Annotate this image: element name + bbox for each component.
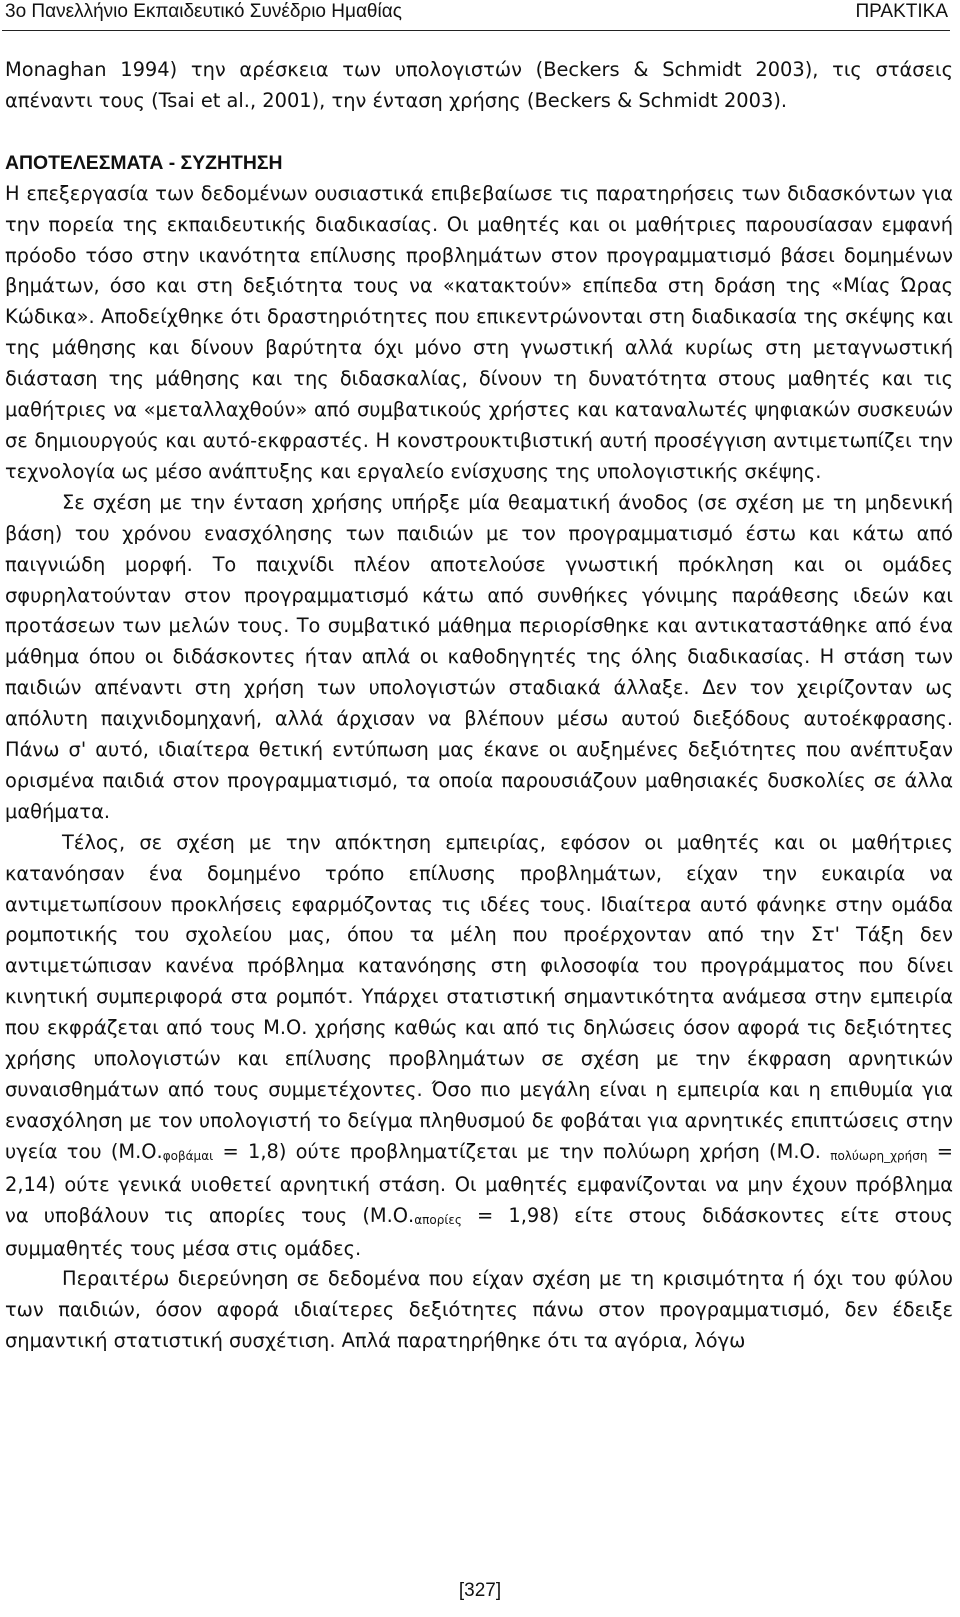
paragraph-gap bbox=[5, 117, 953, 148]
subscript-label: απορίες bbox=[414, 1212, 462, 1227]
article-body bbox=[5, 55, 953, 1357]
intro-paragraph: Monaghan 1994) την αρέσκεια των υπολογιστών (Beckers & Schmidt 2003), τις στάσεις απέναντι τους (Tsai et al., 2001), την ένταση χρήσης (Beckers & Schmidt 2003). bbox=[5, 58, 953, 112]
proceedings-label: ΠΡΑΚΤΙΚΑ bbox=[855, 1, 948, 22]
paragraph-gender: Περαιτέρω διερεύνηση σε δεδομένα που είχαν σχέση με τη κρισιμότητα ή όχι του φύλου των παιδιών, όσον αφορά ιδιαίτερες δεξιότητες πάνω στον προγραμματισμό, δεν έδειξε σημαντική στατιστική συσχέτιση. Απλά παρατηρήθηκε ότι τα αγόρια, λόγω bbox=[5, 1267, 953, 1353]
paragraph-text: = 2,14) ούτε γενικά υιοθετεί αρνητική στάση. Οι μαθητές εμφανίζονται να μην έχουν πρόβλημα να υποβάλουν τις απορίες τους (Μ.Ο. bbox=[5, 1139, 953, 1227]
paragraph-text: = 1,98) είτε στους διδάσκοντες είτε στους συμμαθητές τους μέσα στις ομάδες. bbox=[5, 1203, 953, 1260]
subscript-label: πολύωρη_χρήση bbox=[830, 1148, 928, 1163]
page-number: [327] bbox=[458, 1580, 502, 1601]
paragraph-text: Τέλος, σε σχέση με την απόκτηση εμπειρίας, εφόσον οι μαθητές και οι μαθήτριες κατανόησαν ένα δομημένο τρόπο επίλυσης προβλημάτων, είχαν την ευκαιρία να αντιμετωπίσουν προκλήσεις εφαρμόζοντας τις ιδέες τους. Ιδιαίτερα αυτό φάνηκε στην ομάδα ρομποτικής του σχολείου μας, όπου τα μέλη που προέρχονταν από την Στ' Τάξη δεν αντιμετώπισαν κανένα πρόβλημα κατανόησης στη φιλοσοφία του προγράμματος που δίνει κινητική συμπεριφορά στα ρομπότ. Υπάρχει στατιστική σημαντικότητα ανάμεσα στην εμπειρία που εκφράζεται από τους Μ.Ο. χρήσης καθώς και από τις δηλώσεις όσον αφορά τις δεξιότητες χρήσης υπολογιστών και επίλυσης προβλημάτων σε σχέση με την έκφραση αρνητικών συναισθημάτων από τους συμμετέχοντες. Όσο πιο μεγάλη είναι η εμπειρία και η επιθυμία για ενασχόληση με τον υπολογιστή το δείγμα πληθυσμού δε φοβάται για αρνητικές επιπτώσεις στην υγεία του (Μ.Ο. bbox=[5, 830, 953, 1163]
header-rule bbox=[2, 30, 950, 31]
paragraph-text: = 1,8) ούτε προβληματίζεται με την πολύωρη χρήση (Μ.Ο. bbox=[213, 1139, 831, 1163]
section-heading: ΑΠΟΤΕΛΕΣΜΑΤΑ - ΣΥΖΗΤΗΣΗ bbox=[5, 151, 283, 174]
subscript-label: φοβάμαι bbox=[162, 1148, 214, 1163]
paragraph-results: Η επεξεργασία των δεδομένων ουσιαστικά επιβεβαίωσε τις παρατηρήσεις των διδασκόντων για την πορεία της εκπαιδευτικής διαδικασίας. Οι μαθητές και οι μαθήτριες παρουσίασαν εμφανή πρόοδο τόσο στην ικανότητα επίλυσης προβλημάτων στον προγραμματισμό βάσει δομημένων βημάτων, όσο και στη δεξιότητα τους να «κατακτούν» επίπεδα στη δράση της «Μίας Ώρας Κώδικα». Αποδείχθηκε ότι δραστηριότητες που επικεντρώνονται στη διαδικασία της σκέψης και της μάθησης και δίνουν βαρύτητα όχι μόνο στη γνωστική αλλά κυρίως στη μεταγνωστική διάσταση της μάθησης και της διδασκαλίας, δίνουν τη δυνατότητα στους μαθητές και τις μαθήτριες να «μεταλλαχθούν» από συμβατικούς χρήστες και καταναλωτές ψηφιακών συσκευών σε δημιουργούς και αυτό-εκφραστές. Η κονστρουκτιβιστική αυτή προσέγγιση αντιμετωπίζει την τεχνολογία ως μέσο ανάπτυξης και εργαλείο ενίσχυσης της υπολογιστικής σκέψης. bbox=[5, 181, 953, 483]
page-header bbox=[0, 0, 960, 32]
paragraph-experience bbox=[5, 828, 953, 1265]
paragraph-usage-intensity: Σε σχέση με την ένταση χρήσης υπήρξε μία θεαματική άνοδος (σε σχέση με τη μηδενική βάση) του χρόνου ενασχόλησης των παιδιών με τον προγραμματισμό έστω και κάτω από παιγνιώδη μορφή. Το παιχνίδι πλέον αποτελούσε γνωστική πρόκληση και οι ομάδες σφυρηλατούνταν στον προγραμματισμό κάτω από συνθήκες γόνιμης παράθεσης ιδεών και προτάσεων των μελών τους. Το συμβατικό μάθημα περιορίσθηκε και αντικαταστάθηκε από ένα μάθημα όπου οι διδάσκοντες ήταν απλά οι καθοδηγητές της όλης διαδικασίας. Η στάση των παιδιών απέναντι στη χρήση των υπολογιστών σταδιακά άλλαξε. Δεν τον χειρίζονταν ως απόλυτη παιχνιδομηχανή, αλλά άρχισαν να βλέπουν μέσω αυτού διεξόδους αυτοέκφρασης. Πάνω σ' αυτό, ιδιαίτερα θετική εντύπωση μας έκανε οι αυξημένες δεξιότητες που ανέπτυξαν ορισμένα παιδιά στον προγραμματισμό, τα οποία παρουσιάζουν μαθησιακές δυσκολίες σε άλλα μαθήματα. bbox=[5, 490, 953, 823]
conference-title: 3ο Πανελλήνιο Εκπαιδευτικό Συνέδριο Ημαθίας bbox=[5, 1, 402, 22]
